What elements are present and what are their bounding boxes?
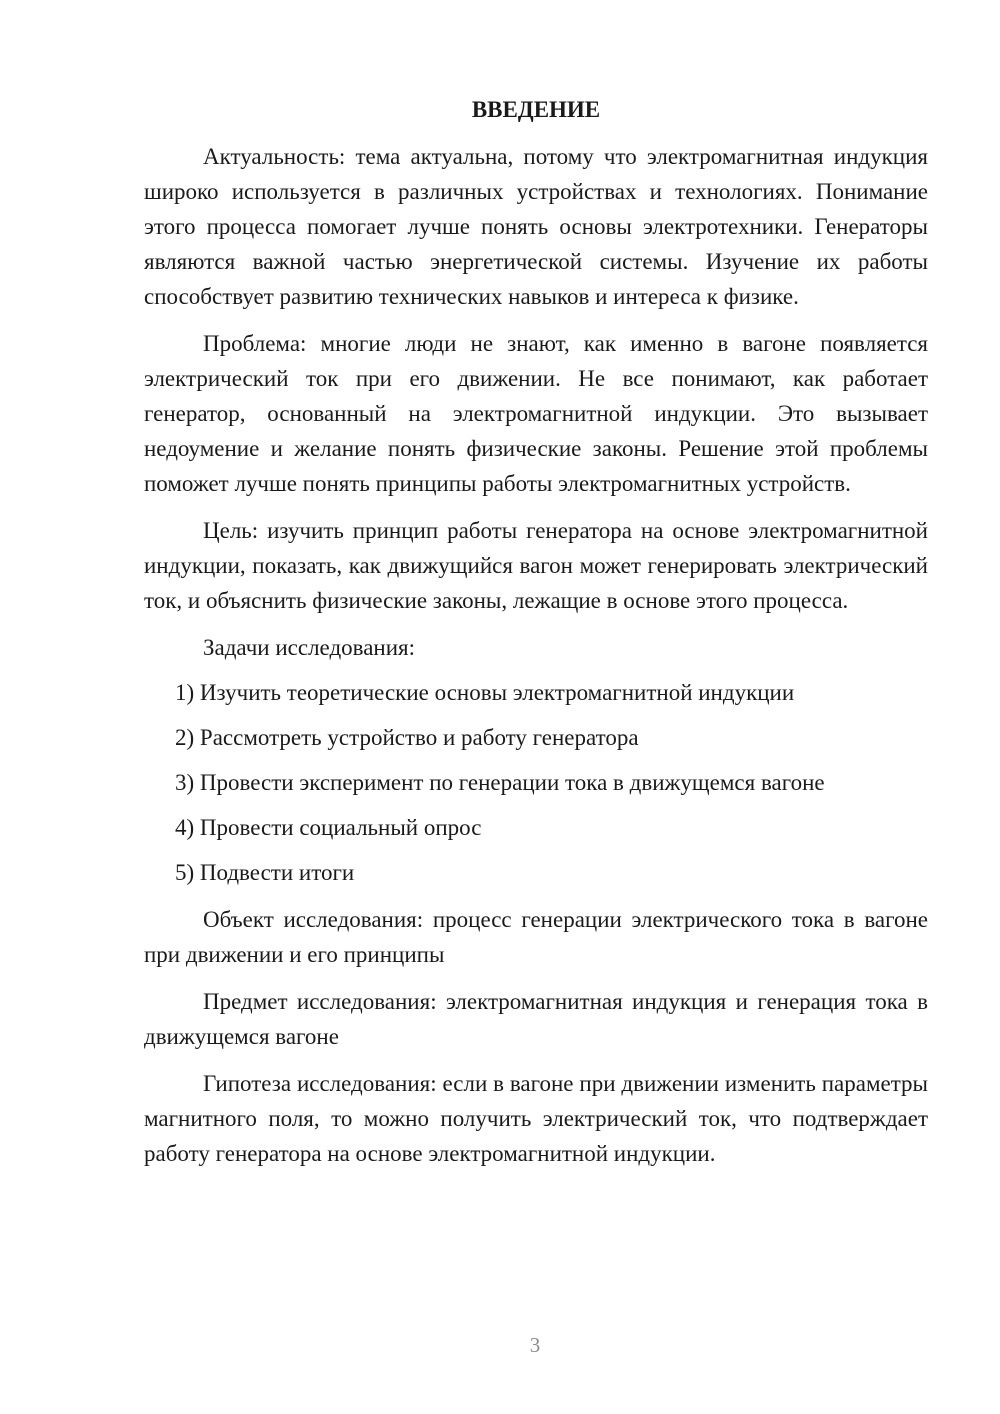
paragraph-problem: Проблема: многие люди не знают, как именно в вагоне появляется электрический ток при его движении. Не все понимают, как работает генератор, основанный на электромагнитной индукции. Это вызывает недоумение и желание понять физические законы. Решение этой проблемы поможет лучше понять принципы работы электромагнитных устройств. xyxy=(144,331,928,496)
tasks-list xyxy=(144,675,928,890)
paragraph-hypothesis: Гипотеза исследования: если в вагоне при движении изменить параметры магнитного поля, то можно получить электрический ток, что подтверждает работу генератора на основе электромагнитной индукции. xyxy=(144,1071,928,1166)
paragraph-relevance: Актуальность: тема актуальна, потому что электромагнитная индукция широко используется в различных устройствах и технологиях. Понимание этого процесса помогает лучше понять основы электротехники. Генераторы являются важной частью энергетической системы. Изучение их работы способствует развитию технических навыков и интереса к физике. xyxy=(144,144,928,309)
list-item: 5) Подвести итоги xyxy=(175,860,355,885)
paragraph-goal: Цель: изучить принцип работы генератора на основе электромагнитной индукции, показать, как движущийся вагон может генерировать электрический ток, и объяснить физические законы, лежащие в основе этого процесса. xyxy=(144,518,928,613)
list-item: 2) Рассмотреть устройство и работу генератора xyxy=(175,725,639,750)
list-item: 3) Провести эксперимент по генерации тока в движущемся вагоне xyxy=(175,770,825,795)
page-title: ВВЕДЕНИЕ xyxy=(471,97,601,122)
paragraph-object: Объект исследования: процесс генерации электрического тока в вагоне при движении и его принципы xyxy=(144,907,928,967)
tasks-heading: Задачи исследования: xyxy=(203,635,416,660)
page-content xyxy=(144,95,928,1183)
paragraph-subject: Предмет исследования: электромагнитная индукция и генерация тока в движущемся вагоне xyxy=(144,989,928,1049)
page-number: 3 xyxy=(529,1333,541,1357)
list-item: 4) Провести социальный опрос xyxy=(175,815,482,840)
list-item: 1) Изучить теоретические основы электромагнитной индукции xyxy=(175,680,795,705)
